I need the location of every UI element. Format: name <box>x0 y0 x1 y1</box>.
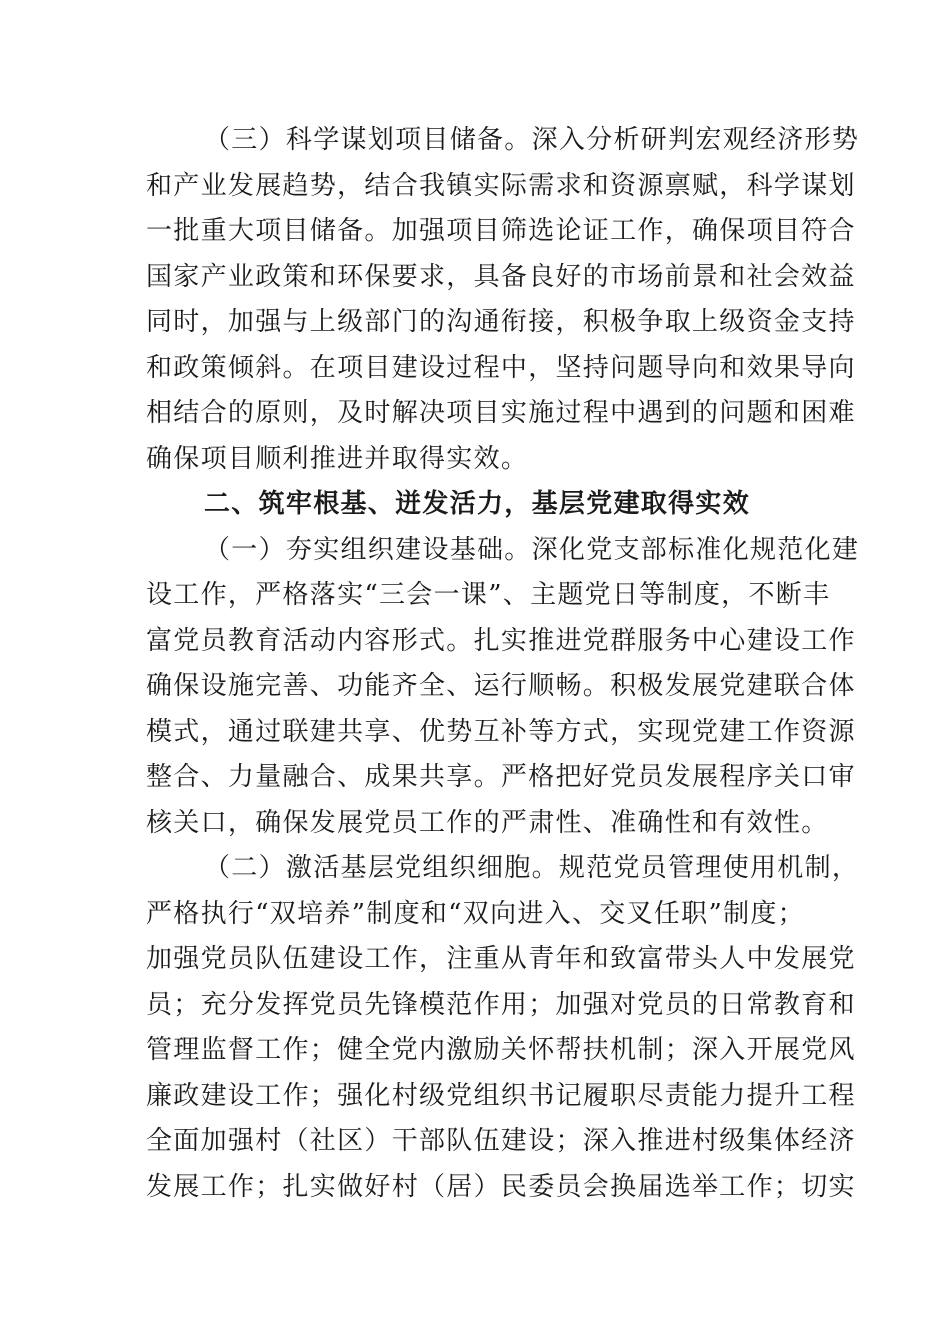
text-line <box>146 118 860 164</box>
text-line: 加强党员队伍建设工作，注重从青年和致富带头人中发展党 <box>146 944 856 974</box>
paragraph-party-cells <box>146 846 860 1210</box>
line-text: 深化党支部标准化规范化建 <box>531 534 860 565</box>
text-line: 和政策倾斜。在项目建设过程中，坚持问题导向和效果导向 <box>146 352 856 383</box>
text-line: 确保项目顺利推进并取得实效。 <box>146 443 529 474</box>
paragraph-organization-foundation <box>146 528 860 847</box>
section-heading-text: 二、筑牢根基、迸发活力，基层党建取得实效 <box>204 489 751 519</box>
paragraph-lead: （一）夯实组织建设基础。 <box>204 534 532 565</box>
text-line: 一批重大项目储备。加强项目筛选论证工作，确保项目符合 <box>146 216 856 246</box>
text-line: 模式，通过联建共享、优势互补等方式，实现党建工作资源 <box>146 716 856 747</box>
text-line: 发展工作；扎实做好村（居）民委员会换届选举工作；切实 <box>146 1171 856 1202</box>
section-heading-2 <box>146 482 806 528</box>
text-line: 整合、力量融合、成果共享。严格把好党员发展程序关口审 <box>146 762 856 792</box>
text-line: 全面加强村（社区）干部队伍建设；深入推进村级集体经济 <box>146 1126 856 1156</box>
line-text: 规范党员管理使用机制， <box>558 853 860 883</box>
text-line: 和产业发展趋势，结合我镇实际需求和资源禀赋，科学谋划 <box>146 170 856 201</box>
text-line: 富党员教育活动内容形式。扎实推进党群服务中心建设工作 <box>146 625 856 656</box>
paragraph-lead: （二）激活基层党组织细胞。 <box>204 853 559 883</box>
text-line: 核关口，确保发展党员工作的严肃性、准确性和有效性。 <box>146 807 829 838</box>
text-line: 员；充分发挥党员先锋模范作用；加强对党员的日常教育和 <box>146 989 856 1020</box>
document-body <box>146 118 860 1210</box>
text-line: 同时，加强与上级部门的沟通衔接，积极争取上级资金支持 <box>146 307 856 337</box>
paragraph-lead: （三）科学谋划项目储备。 <box>204 125 532 155</box>
line-text: 深入分析研判宏观经济形势 <box>531 125 860 155</box>
paragraph-project-reserve <box>146 118 860 482</box>
text-line: 严格执行“双培养”制度和“双向进入、交叉任职”制度； <box>146 898 805 929</box>
text-line: 廉政建设工作；强化村级党组织书记履职尽责能力提升工程 <box>146 1080 856 1111</box>
text-line <box>146 528 860 574</box>
text-line: 国家产业政策和环保要求，具备良好的市场前景和社会效益 <box>146 261 856 292</box>
text-line: 设工作，严格落实“三会一课”、主题党日等制度，不断丰 <box>146 580 831 610</box>
text-line <box>146 846 860 892</box>
text-line: 相结合的原则，及时解决项目实施过程中遇到的问题和困难 <box>146 398 856 428</box>
text-line: 确保设施完善、功能齐全、运行顺畅。积极发展党建联合体 <box>146 671 856 701</box>
text-line: 管理监督工作；健全党内激励关怀帮扶机制；深入开展党风 <box>146 1035 856 1065</box>
